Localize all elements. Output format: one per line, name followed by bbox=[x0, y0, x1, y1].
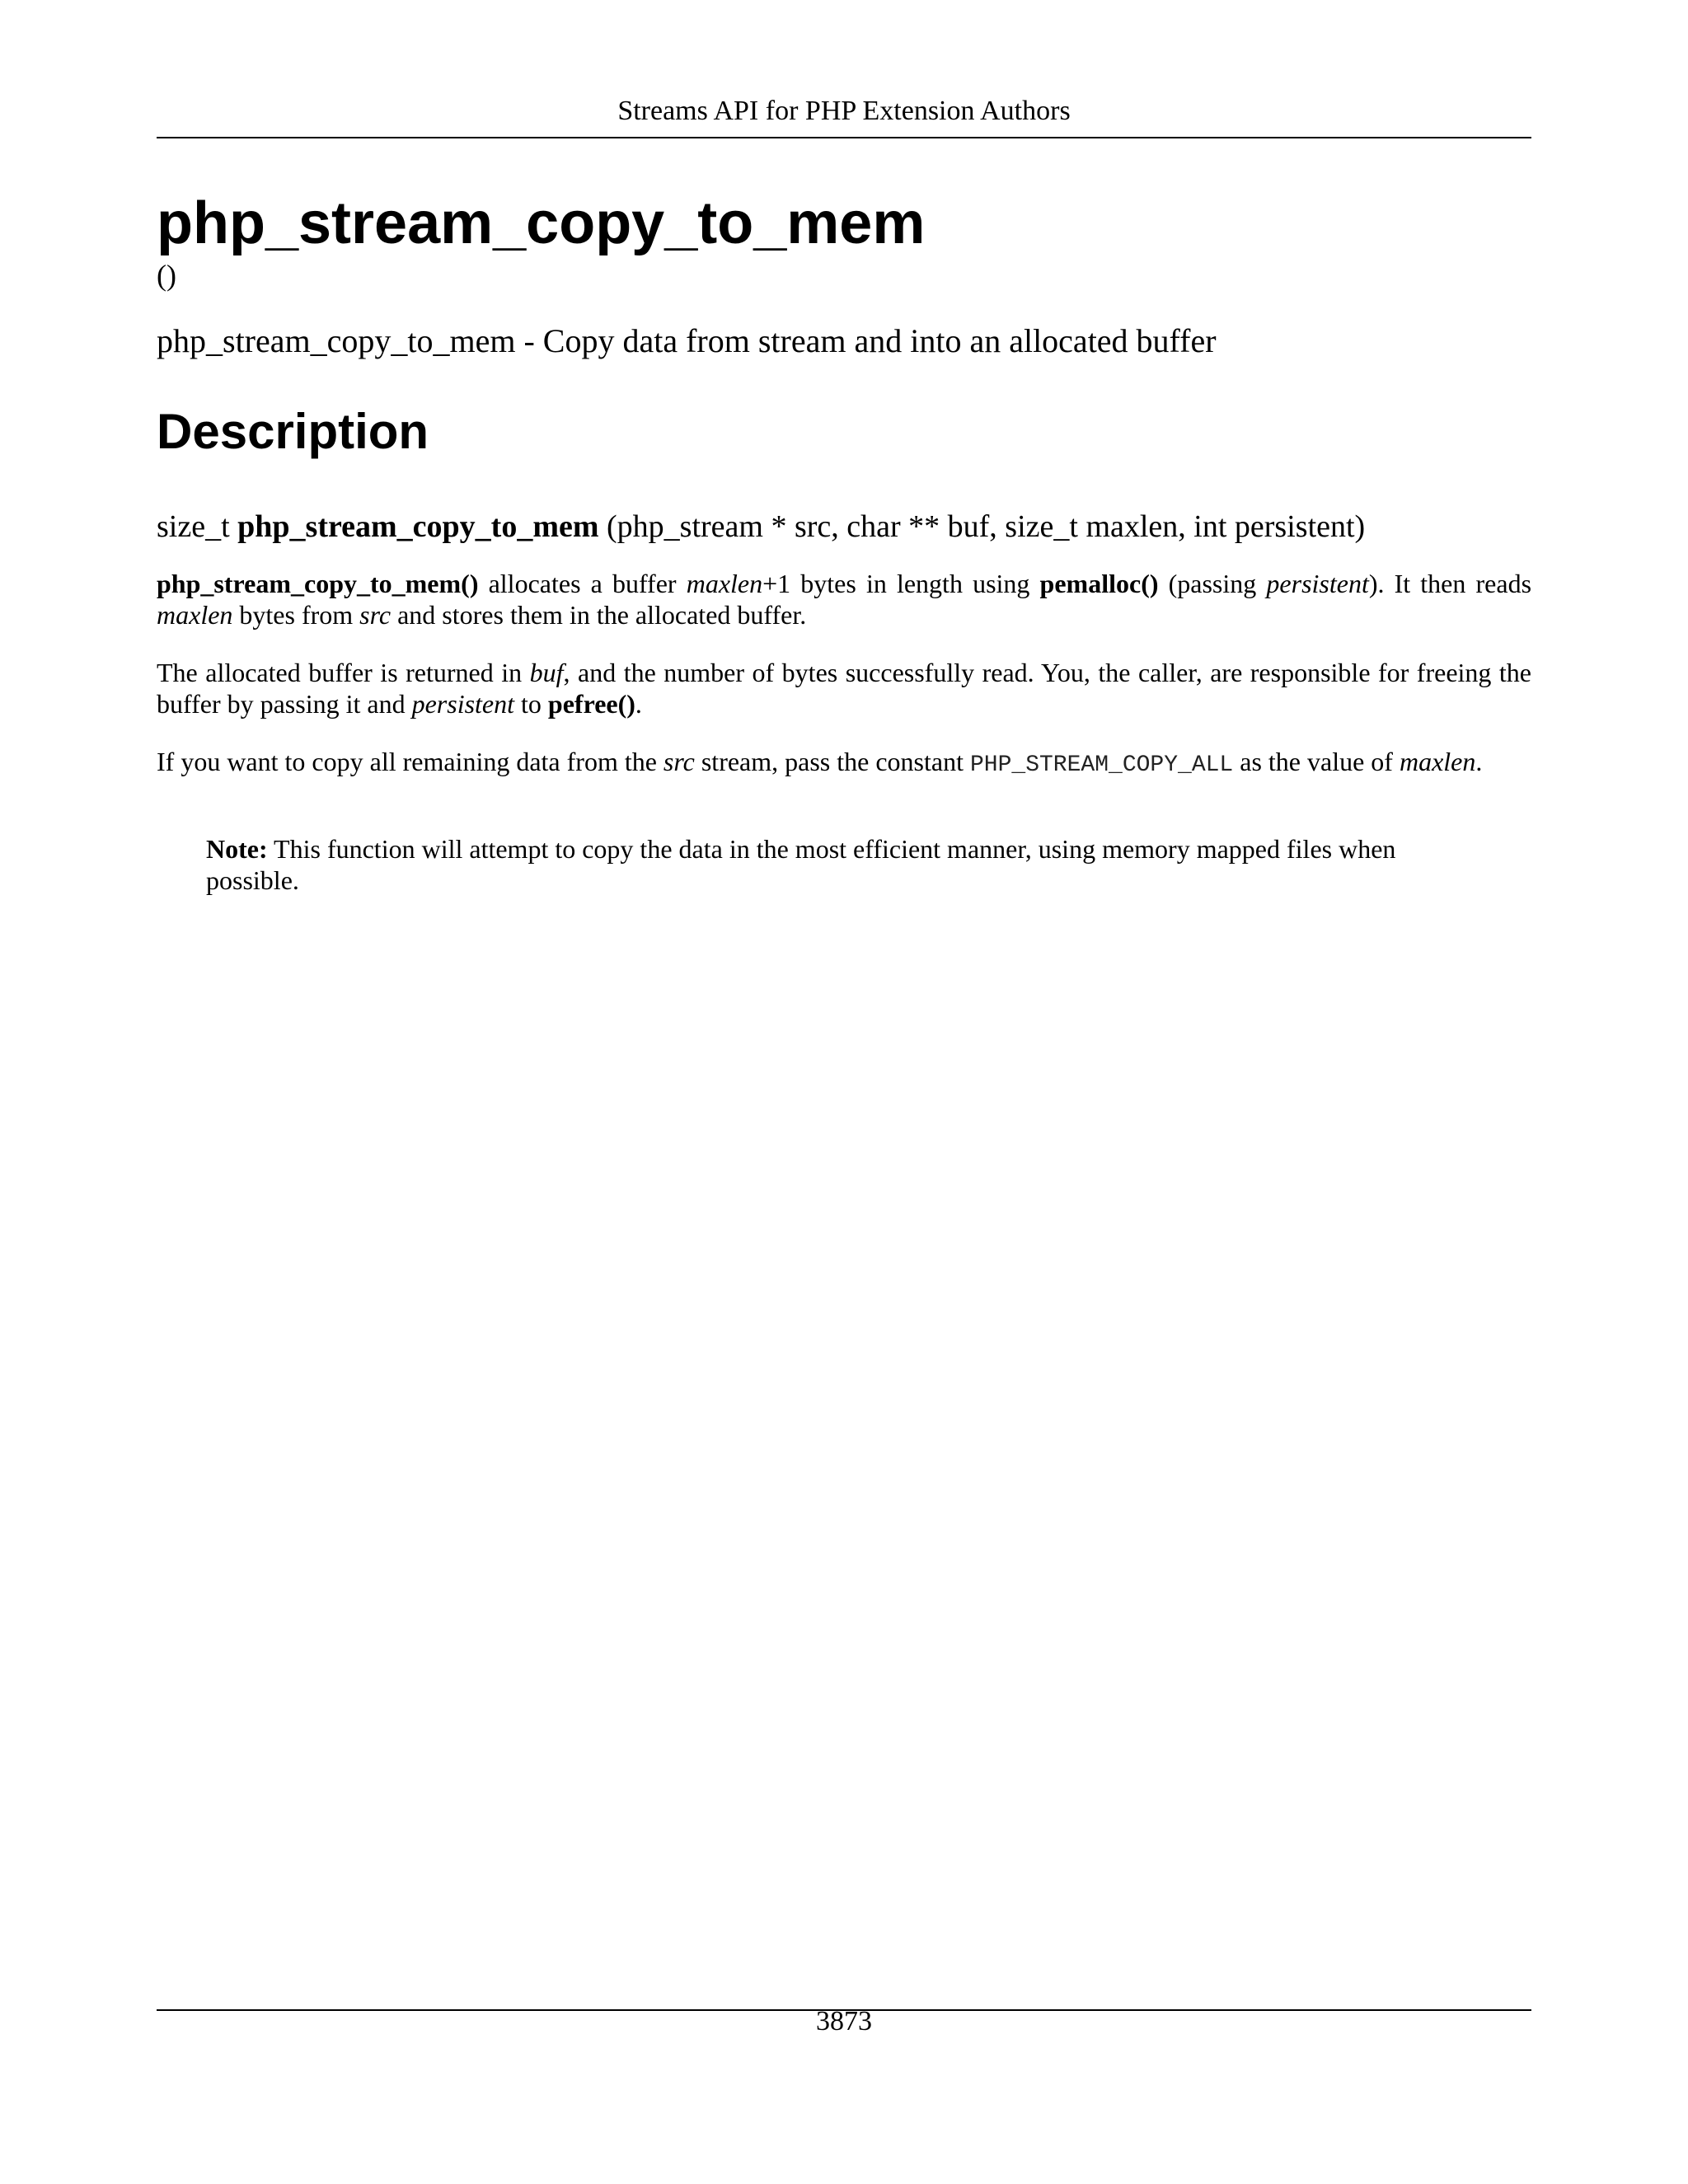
text-run: +1 bytes in length using bbox=[762, 569, 1040, 598]
function-title: php_stream_copy_to_mem bbox=[157, 190, 926, 256]
text-run: The allocated buffer is returned in bbox=[157, 658, 530, 687]
param-ref: persistent bbox=[411, 689, 515, 719]
page-number: 3873 bbox=[816, 2006, 872, 2036]
synopsis-return-type: size_t bbox=[157, 509, 238, 544]
synopsis-function-name: php_stream_copy_to_mem bbox=[237, 509, 599, 544]
note-block bbox=[206, 833, 1492, 896]
text-run: If you want to copy all remaining data from the bbox=[157, 747, 663, 776]
text-run: bytes from bbox=[232, 600, 360, 630]
constant-literal: PHP_STREAM_COPY_ALL bbox=[969, 752, 1234, 778]
function-ref: pemalloc() bbox=[1039, 569, 1159, 598]
text-run: , and the number of bytes successfully read. You, the caller, are responsible for freeing the buffer by passing it and bbox=[157, 658, 1532, 719]
param-ref: maxlen bbox=[157, 600, 233, 630]
running-header: Streams API for PHP Extension Authors bbox=[617, 96, 1071, 126]
text-run: (passing bbox=[1158, 569, 1267, 598]
function-synopsis bbox=[157, 506, 1365, 547]
text-run: and stores them in the allocated buffer. bbox=[391, 600, 807, 630]
text-run: stream, pass the constant bbox=[694, 747, 970, 776]
param-ref: maxlen bbox=[686, 569, 763, 598]
param-ref: maxlen bbox=[1399, 747, 1476, 776]
function-parens: () bbox=[157, 259, 176, 292]
param-ref: src bbox=[663, 747, 695, 776]
description-paragraph-2 bbox=[157, 657, 1531, 719]
text-run: as the value of bbox=[1233, 747, 1400, 776]
description-paragraph-1 bbox=[157, 568, 1531, 630]
text-run: . bbox=[1475, 747, 1483, 776]
function-ref: php_stream_copy_to_mem() bbox=[157, 569, 479, 598]
text-run: ). It then reads bbox=[1368, 569, 1532, 598]
reference-purpose: php_stream_copy_to_mem - Copy data from stream and into an allocated buffer bbox=[157, 322, 1217, 359]
synopsis-params: (php_stream * src, char ** buf, size_t maxlen, int persistent) bbox=[598, 509, 1366, 544]
note-label: Note: bbox=[206, 834, 268, 864]
text-run: allocates a buffer bbox=[478, 569, 687, 598]
function-ref: pefree() bbox=[547, 689, 635, 719]
header-rule bbox=[157, 137, 1531, 138]
param-ref: buf bbox=[529, 658, 564, 687]
section-heading-description: Description bbox=[157, 404, 429, 459]
param-ref: src bbox=[359, 600, 392, 630]
text-run: . bbox=[635, 689, 642, 719]
text-run: to bbox=[514, 689, 548, 719]
note-text: This function will attempt to copy the data in the most efficient manner, using memory mapped files when possible. bbox=[206, 834, 1396, 895]
description-paragraph-3 bbox=[157, 746, 1531, 781]
param-ref: persistent bbox=[1266, 569, 1369, 598]
